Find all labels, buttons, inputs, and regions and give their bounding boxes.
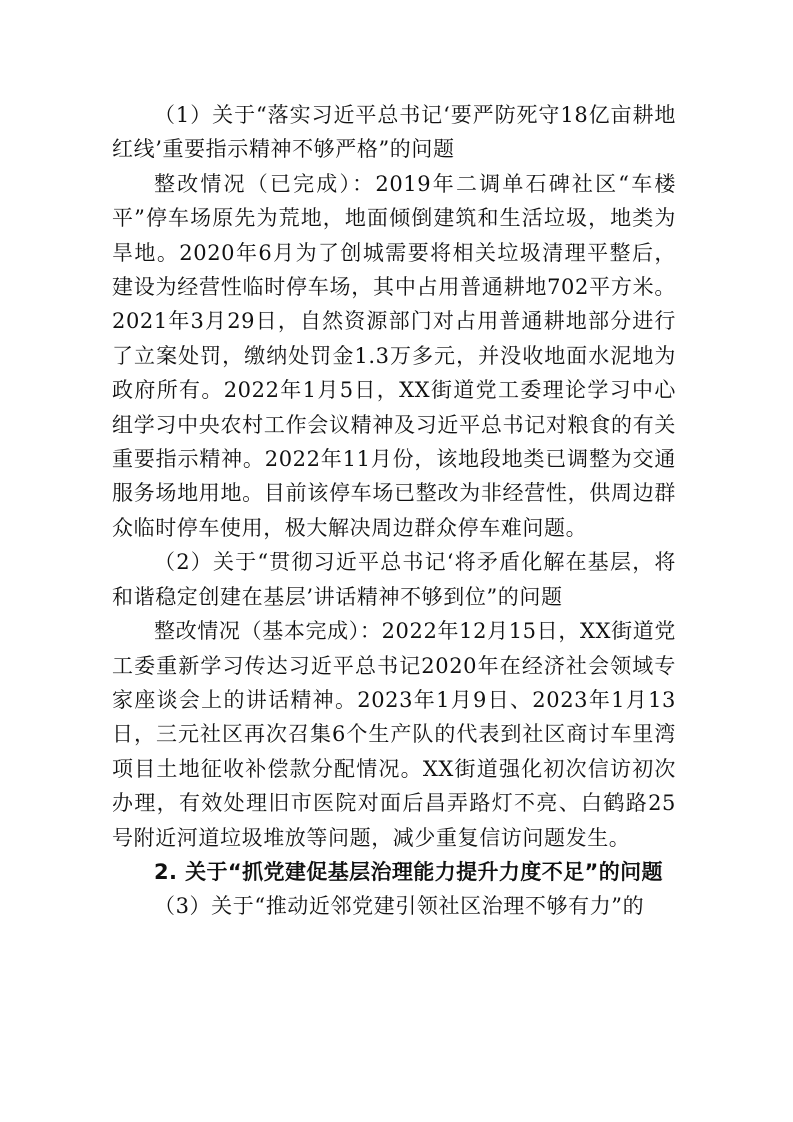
subheading-1: （1）关于“落实习近平总书记‘要严防死守18亿亩耕地红线’重要指示精神不够严格”的问题 — [112, 103, 676, 162]
body-paragraph-1: 整改情况（已完成）：2019年二调单石碑社区“车楼平”停车场原先为荒地，地面倾倒建筑和生活垃圾，地类为旱地。2020年6月为了创城需要将相关垃圾清理平整后，建设为经营性临时停车场，其中占用普通耕地702平方米。2021年3月29日，自然资源部门对占用普通耕地部分进行了立案处罚，缴纳处罚金1.3万多元，并没收地面水泥地为政府所有。2022年1月5日，XX街道党工委理论学习中心组学习中央农村工作会议精神及习近平总书记对粮食的有关重要指示精神。2022年11月份，该地段地类已调整为交通服务场地用地。目前该停车场已整改为非经营性，供周边群众临时停车使用，极大解决周边群众停车难问题。 — [112, 171, 676, 540]
section-heading-2: 2. 关于“抓党建促基层治理能力提升力度不足”的问题 — [154, 859, 663, 884]
subheading-3: （3）关于“推动近邻党建引领社区治理不够有力”的 — [154, 894, 645, 919]
subheading-2: （2）关于“贯彻习近平总书记‘将矛盾化解在基层，将和谐稳定创建在基层’讲话精神不够到位”的问题 — [112, 550, 676, 609]
document-page — [112, 98, 676, 924]
body-paragraph-2: 整改情况（基本完成）：2022年12月15日，XX街道党工委重新学习传达习近平总书记2020年在经济社会领域专家座谈会上的讲话精神。2023年1月9日、2023年1月13日，三元社区再次召集6个生产队的代表到社区商讨车里湾项目土地征收补偿款分配情况。XX街道强化初次信访初次办理，有效处理旧市医院对面后昌弄路灯不亮、白鹤路25号附近河道垃圾堆放等问题，减少重复信访问题发生。 — [112, 619, 676, 850]
